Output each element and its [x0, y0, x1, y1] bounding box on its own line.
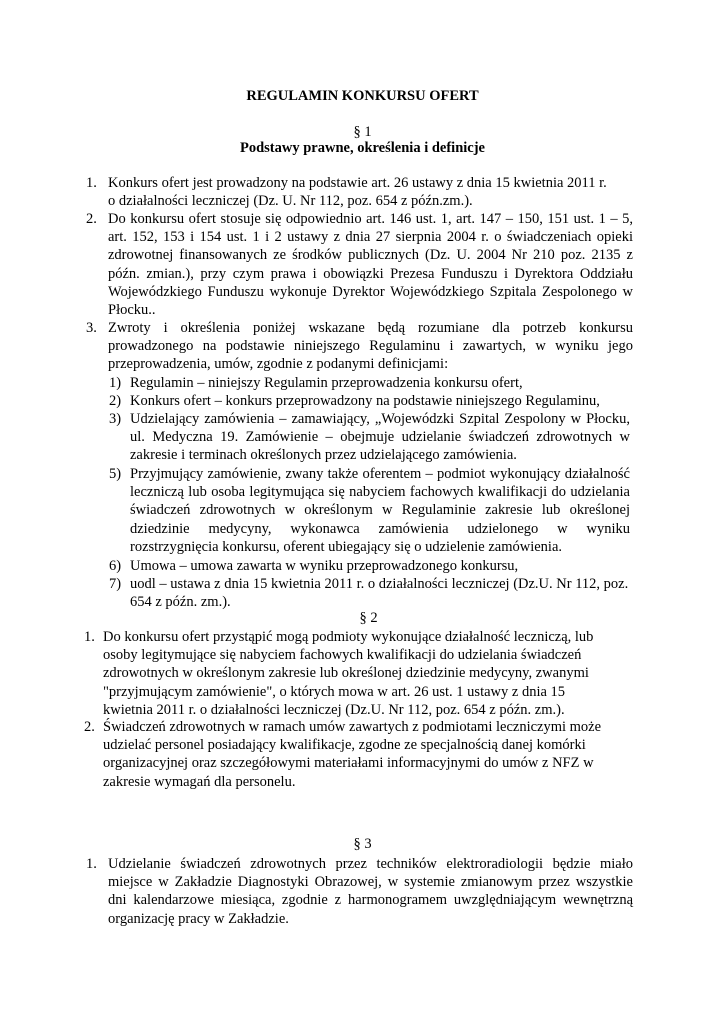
s3-item-1-line: dni kalendarzowe miesiąca, zgodnie z harmonogramem uwzględniającym wewnętrzną: [108, 892, 633, 909]
s1-subitem-6-num: 6): [109, 558, 122, 574]
s1-subitem-2-line: Konkurs ofert – konkurs przeprowadzony na podstawie niniejszego Regulaminu,: [130, 393, 600, 409]
s3-item-1-line: Udzielanie świadczeń zdrowotnych przez techników elektroradiologii będzie miało: [108, 856, 633, 872]
section-2-symbol: § 2: [359, 610, 378, 626]
s1-item-1-line: Konkurs ofert jest prowadzony na podstawie art. 26 ustawy z dnia 15 kwietnia 2011 r.: [108, 175, 607, 191]
s1-item-2-num: 2.: [86, 211, 97, 227]
s1-item-1-line: o działalności leczniczej (Dz. U. Nr 112, poz. 654 z późn.zm.).: [108, 193, 473, 210]
s2-item-1-line: zdrowotnych w określonym zakresie lub określonej dziedzinie medycyny, zwanymi: [103, 665, 589, 682]
s2-item-2-line: udzielać personel posiadający kwalifikacje, zgodne ze specjalnością danej komórki: [103, 737, 586, 754]
s1-subitem-3-num: 3): [109, 411, 122, 427]
s1-item-3-line: przeprowadzenia, umów, zgodnie z podanymi definicjami:: [108, 356, 449, 373]
s1-subitem-5-line: dziedzinie medycyny, wykonawca zamówienia udzielonego w wyniku: [130, 520, 630, 537]
s2-item-2-num: 2.: [84, 719, 95, 735]
s1-subitem-3-line: ul. Medyczna 19. Zamówienie – obejmuje udzielanie świadczeń zdrowotnych w: [130, 429, 630, 446]
s1-item-2-line: Płocku..: [108, 302, 156, 319]
s2-item-1-line: kwietnia 2011 r. o działalności leczniczej (Dz.U. Nr 112, poz. 654 z późn. zm.).: [103, 701, 565, 718]
s1-item-2-line: późn. zmian.), przy czym prawa i obowiązki Prezesa Funduszu i Dyrektora Oddziału: [108, 265, 633, 282]
s3-item-1-num: 1.: [86, 856, 97, 872]
s2-item-1-line: osoby legitymujące się nabyciem fachowych kwalifikacji do udzielania świadczeń: [103, 647, 582, 664]
s3-item-1-line: miejsce w Zakładzie Diagnostyki Obrazowej, w systemie zmianowym przez wszystkie: [108, 874, 633, 891]
s1-item-2-line: Wojewódzkiego Funduszu wykonuje Dyrektor Wojewódzkiego Szpitala Zespolonego w: [108, 283, 633, 300]
s1-subitem-2-num: 2): [109, 393, 122, 409]
s1-item-3-line: Zwroty i określenia poniżej wskazane będą rozumiane dla potrzeb konkursu: [108, 320, 633, 336]
s1-item-2-line: art. 152, 153 i 154 ust. 1 i 2 ustawy z dnia 27 sierpnia 2004 r. o świadczeniach opieki: [108, 229, 633, 246]
s3-item-1-line: organizację pracy w Zakładzie.: [108, 910, 289, 927]
s1-subitem-7-line: uodl – ustawa z dnia 15 kwietnia 2011 r. o działalności leczniczej (Dz.U. Nr 112, poz.: [130, 576, 629, 592]
s1-item-1-num: 1.: [86, 175, 97, 191]
s1-subitem-5-num: 5): [109, 466, 122, 482]
s1-item-3-num: 3.: [86, 320, 97, 336]
s1-subitem-1-line: Regulamin – niniejszy Regulamin przeprowadzenia konkursu ofert,: [130, 375, 523, 391]
s1-subitem-5-line: Przyjmujący zamówienie, zwany także oferentem – podmiot wykonujący działalność: [130, 466, 630, 482]
s2-item-1-line: "przyjmującym zamówienie", o których mowa w art. 26 ust. 1 ustawy z dnia 15: [103, 683, 566, 700]
s1-subitem-3-line: Udzielający zamówienia – zamawiający, „Wojewódzki Szpital Zespolony w Płocku,: [130, 411, 630, 427]
s2-item-1-line: Do konkursu ofert przystąpić mogą podmioty wykonujące działalność leczniczą, lub: [103, 629, 594, 645]
s1-item-2-line: Do konkursu ofert stosuje się odpowiednio art. 146 ust. 1, art. 147 – 150, 151 ust. 1 – 5,: [108, 211, 633, 227]
s1-subitem-5-line: leczniczą lub osoba legitymująca się nabyciem fachowych kwalifikacji do udzielania: [130, 484, 630, 501]
s1-subitem-7-num: 7): [109, 576, 122, 592]
s1-subitem-3-line: zakresie i terminach określonych przez udzielającego zamówienia.: [130, 447, 517, 464]
s1-item-2-line: zdrowotnej finansowanych ze środków publicznych (Dz. U. 2004 Nr 210 poz. 2135 z: [108, 247, 633, 264]
section-1-heading: Podstawy prawne, określenia i definicje: [239, 140, 485, 156]
s1-subitem-5-line: rozstrzygnięcia konkursu, oferent ubiegający się o udzielenie zamówienia.: [130, 538, 563, 555]
s2-item-2-line: zakresie wymagań dla personelu.: [103, 773, 296, 790]
s1-subitem-5-line: świadczeń zdrowotnych w określonym w Regulaminie zakresie lub określonej: [130, 502, 630, 519]
document-title: REGULAMIN KONKURSU OFERT: [246, 88, 479, 104]
s2-item-2-line: organizacyjnej oraz szczegółowymi materiałami informacyjnymi do umów z NFZ w: [103, 755, 594, 772]
s1-item-3-line: prowadzonego na podstawie niniejszego Regulaminu i zawartych, w wyniku jego: [108, 338, 633, 355]
s2-item-1-num: 1.: [84, 629, 95, 645]
section-1-symbol: § 1: [353, 124, 372, 140]
s1-subitem-6-line: Umowa – umowa zawarta w wyniku przeprowadzonego konkursu,: [130, 558, 519, 574]
s2-item-2-line: Świadczeń zdrowotnych w ramach umów zawartych z podmiotami leczniczymi może: [103, 719, 602, 735]
section-3-symbol: § 3: [353, 836, 372, 852]
s1-subitem-1-num: 1): [109, 375, 122, 391]
s1-subitem-7-line: 654 z późn. zm.).: [130, 594, 231, 611]
